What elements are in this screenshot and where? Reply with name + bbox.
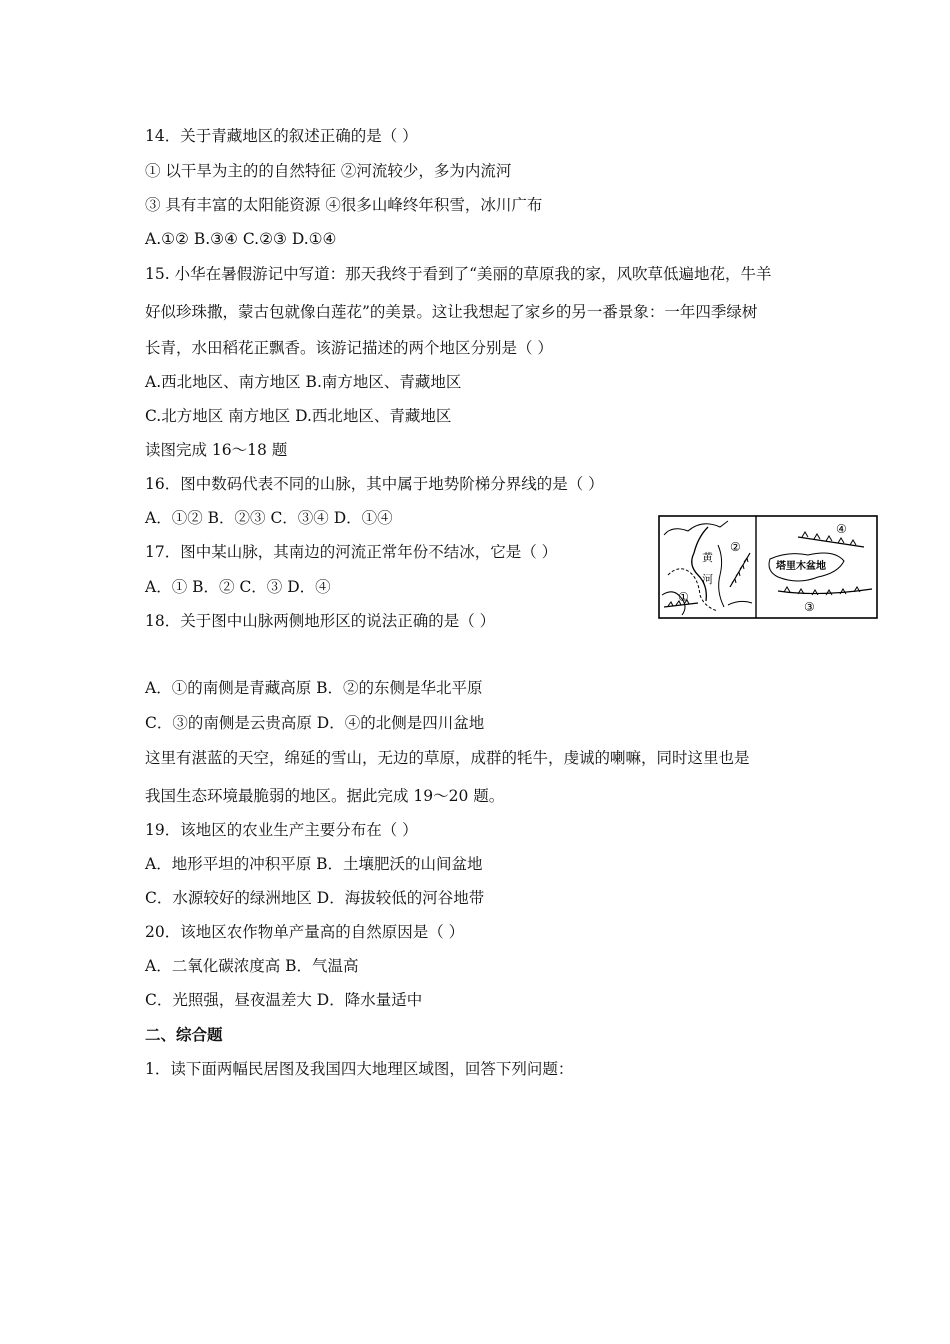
question-18-options-cd: C．③的南侧是云贵高原 D．④的北侧是四川盆地 <box>145 714 485 732</box>
question-15-line-3: 长青，水田稻花正飘香。该游记描述的两个地区分别是（ ） <box>145 339 553 357</box>
question-14-statement-2: ③ 具有丰富的太阳能资源 ④很多山峰终年积雪，冰川广布 <box>145 196 543 214</box>
question-16-options: A．①② B．②③ C．③④ D．①④ <box>145 509 393 527</box>
question-20-options-cd: C．光照强，昼夜温差大 D．降水量适中 <box>145 991 423 1009</box>
question-20-title: 20．该地区农作物单产量高的自然原因是（ ） <box>145 923 465 941</box>
map-label-river-1: 黄 <box>702 551 713 564</box>
question-14-options: A.①② B.③④ C.②③ D.①④ <box>145 230 337 248</box>
map-marker-1: ① <box>678 590 689 604</box>
map-marker-3: ③ <box>804 600 815 614</box>
question-19-title: 19．该地区的农业生产主要分布在（ ） <box>145 821 418 839</box>
question-15-line-2: 好似珍珠撒，蒙古包就像白莲花”的美景。这让我想起了家乡的另一番景象：一年四季绿树 <box>145 303 758 321</box>
question-15-line-1: 15. 小华在暑假游记中写道：那天我终于看到了“美丽的草原我的家，风吹草低遍地花，牛羊 <box>145 265 772 283</box>
question-18-title: 18．关于图中山脉两侧地形区的说法正确的是（ ） <box>145 612 496 630</box>
question-14-statement-1: ① 以干旱为主的的自然特征 ②河流较少，多为内流河 <box>145 162 512 180</box>
map-label-river-2: 河 <box>702 573 713 586</box>
question-18-options-ab: A．①的南侧是青藏高原 B．②的东侧是华北平原 <box>145 679 483 697</box>
question-15-options-ab: A.西北地区、南方地区 B.南方地区、青藏地区 <box>145 373 462 391</box>
passage-line-1: 这里有湛蓝的天空，绵延的雪山，无边的草原，成群的牦牛，虔诚的喇嘛，同时这里也是 <box>145 749 750 767</box>
passage-line-2: 我国生态环境最脆弱的地区。据此完成 19～20 题。 <box>145 787 505 805</box>
question-19-options-cd: C．水源较好的绿洲地区 D．海拔较低的河谷地带 <box>145 889 485 907</box>
question-14-title: 14．关于青藏地区的叙述正确的是（ ） <box>145 127 418 145</box>
question-17-title: 17．图中某山脉，其南边的河流正常年份不结冰，它是（ ） <box>145 543 558 561</box>
question-19-options-ab: A．地形平坦的冲积平原 B．土壤肥沃的山间盆地 <box>145 855 483 873</box>
question-15-options-cd: C.北方地区 南方地区 D.西北地区、青藏地区 <box>145 407 452 425</box>
question-16-title: 16．图中数码代表不同的山脉，其中属于地势阶梯分界线的是（ ） <box>145 475 604 493</box>
question-20-options-ab: A．二氧化碳浓度高 B．气温高 <box>145 957 359 975</box>
map-instruction: 读图完成 16～18 题 <box>145 441 288 459</box>
map-label-basin: 塔里木盆地 <box>776 561 826 572</box>
map-marker-2: ② <box>730 540 741 554</box>
composite-question-1: 1．读下面两幅民居图及我国四大地理区域图，回答下列问题： <box>145 1060 574 1078</box>
mountain-map-figure <box>658 515 878 619</box>
section-heading: 二、综合题 <box>145 1025 223 1044</box>
map-marker-4: ④ <box>836 522 847 536</box>
question-17-options: A．① B．② C．③ D．④ <box>145 578 331 596</box>
